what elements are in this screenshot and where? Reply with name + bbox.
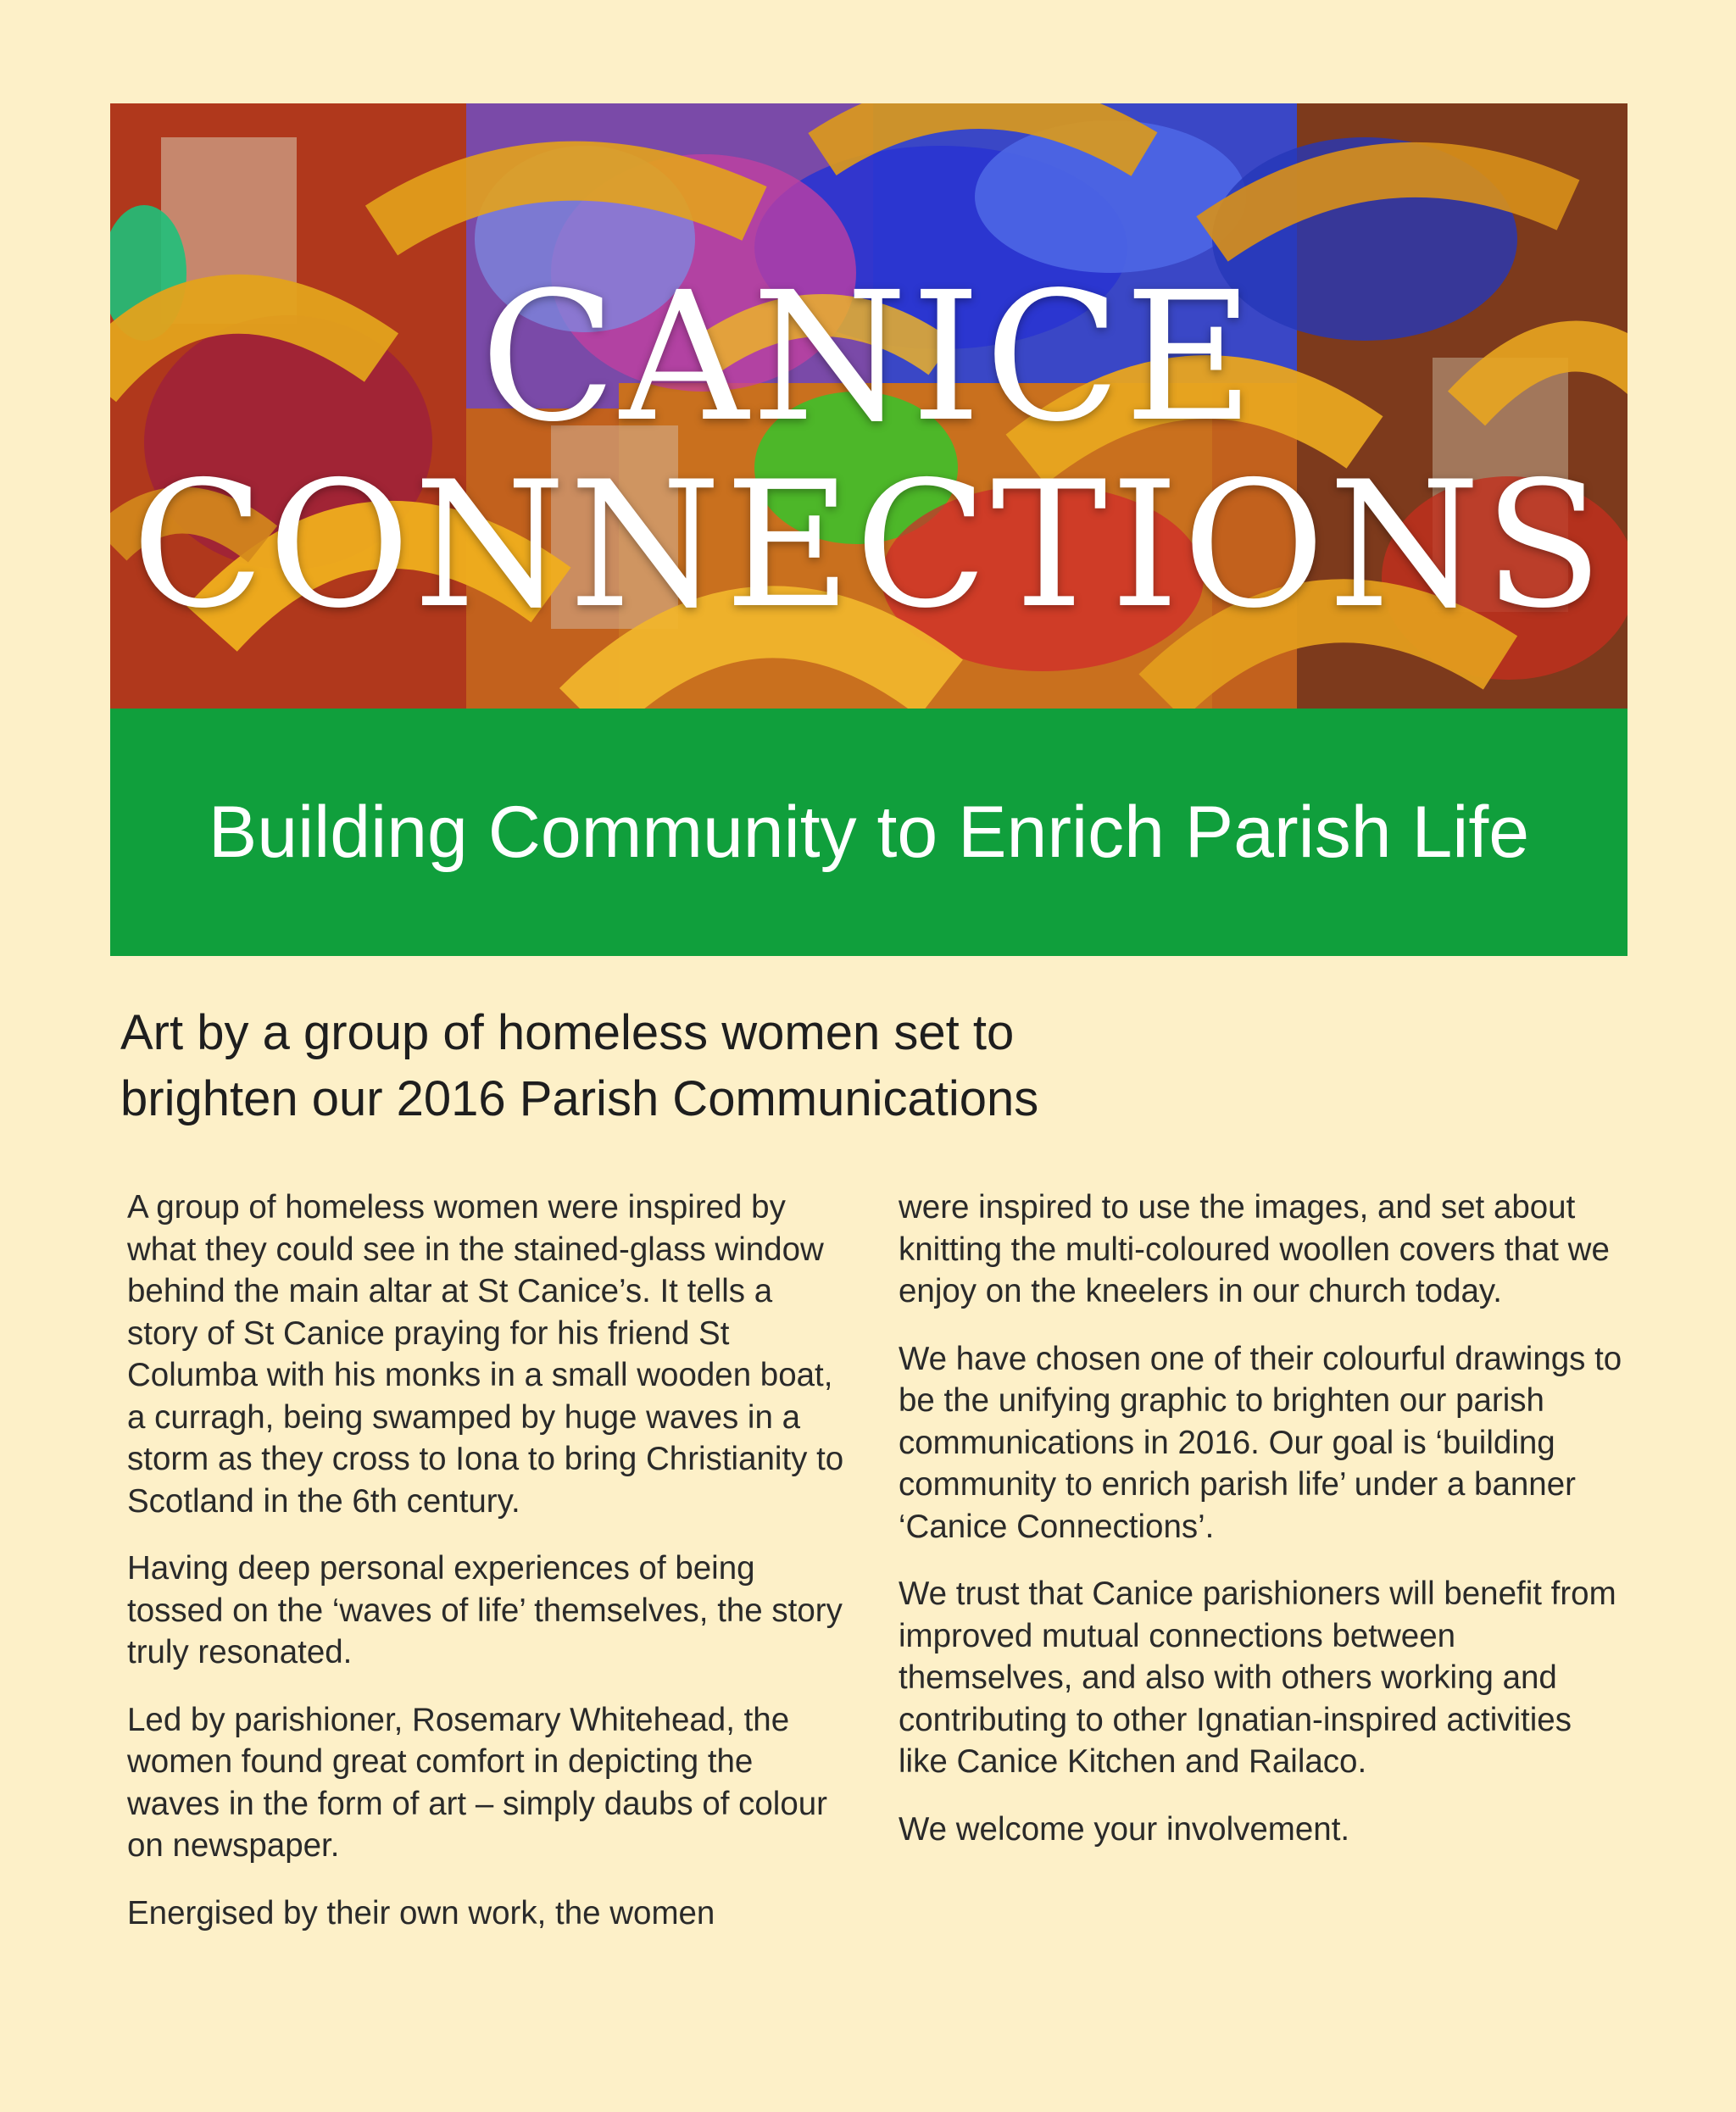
banner-title-line-1: CANICE (480, 253, 1258, 461)
headline-line-2: brighten our 2016 Parish Communications (120, 1071, 1039, 1126)
headline-line-1: Art by a group of homeless women set to (120, 1005, 1015, 1060)
paragraph: Led by parishioner, Rosemary Whitehead, the women found great comfort in depicting the waves in the form of art – simply daubs of colour on newspaper. (127, 1701, 827, 1864)
article-column-left (127, 1187, 848, 1959)
paragraph: We welcome your involvement. (899, 1810, 1350, 1848)
paragraph: Having deep personal experiences of being tossed on the ‘waves of life’ themselves, the story truly resonated. (127, 1550, 843, 1670)
article-headline (120, 1000, 1307, 1132)
paragraph: A group of homeless women were inspired by what they could see in the stained-glass window behind the main altar at St Canice’s. It tells a story of St Canice praying for his friend St Columba with his monks in a small wooden boat, a curragh, being swamped by huge waves in a storm as they cross to Iona to bring Christianity to Scotland in the 6th century. (127, 1189, 844, 1520)
tagline-text: Building Community to Enrich Parish Life (208, 792, 1530, 873)
banner-title-line-2: CONNECTIONS (131, 445, 1606, 647)
paragraph: We have chosen one of their colourful drawings to be the unifying graphic to brighten our parish communications in 2016. Our goal is ‘building community to enrich parish life’ under a banner ‘Canice Connections’. (899, 1340, 1622, 1545)
article-column-right (899, 1187, 1628, 1876)
paragraph: We trust that Canice parishioners will benefit from improved mutual connections between themselves, and also with others working and contributing to other Ignatian-inspired activities like Canice Kitchen and Railaco. (899, 1576, 1616, 1780)
banner-artwork (110, 103, 1628, 709)
paragraph: Energised by their own work, the women (127, 1894, 715, 1931)
paragraph: were inspired to use the images, and set about knitting the multi-coloured woollen covers that we enjoy on the kneelers in our church today. (899, 1189, 1610, 1309)
tagline-bar (110, 709, 1628, 956)
